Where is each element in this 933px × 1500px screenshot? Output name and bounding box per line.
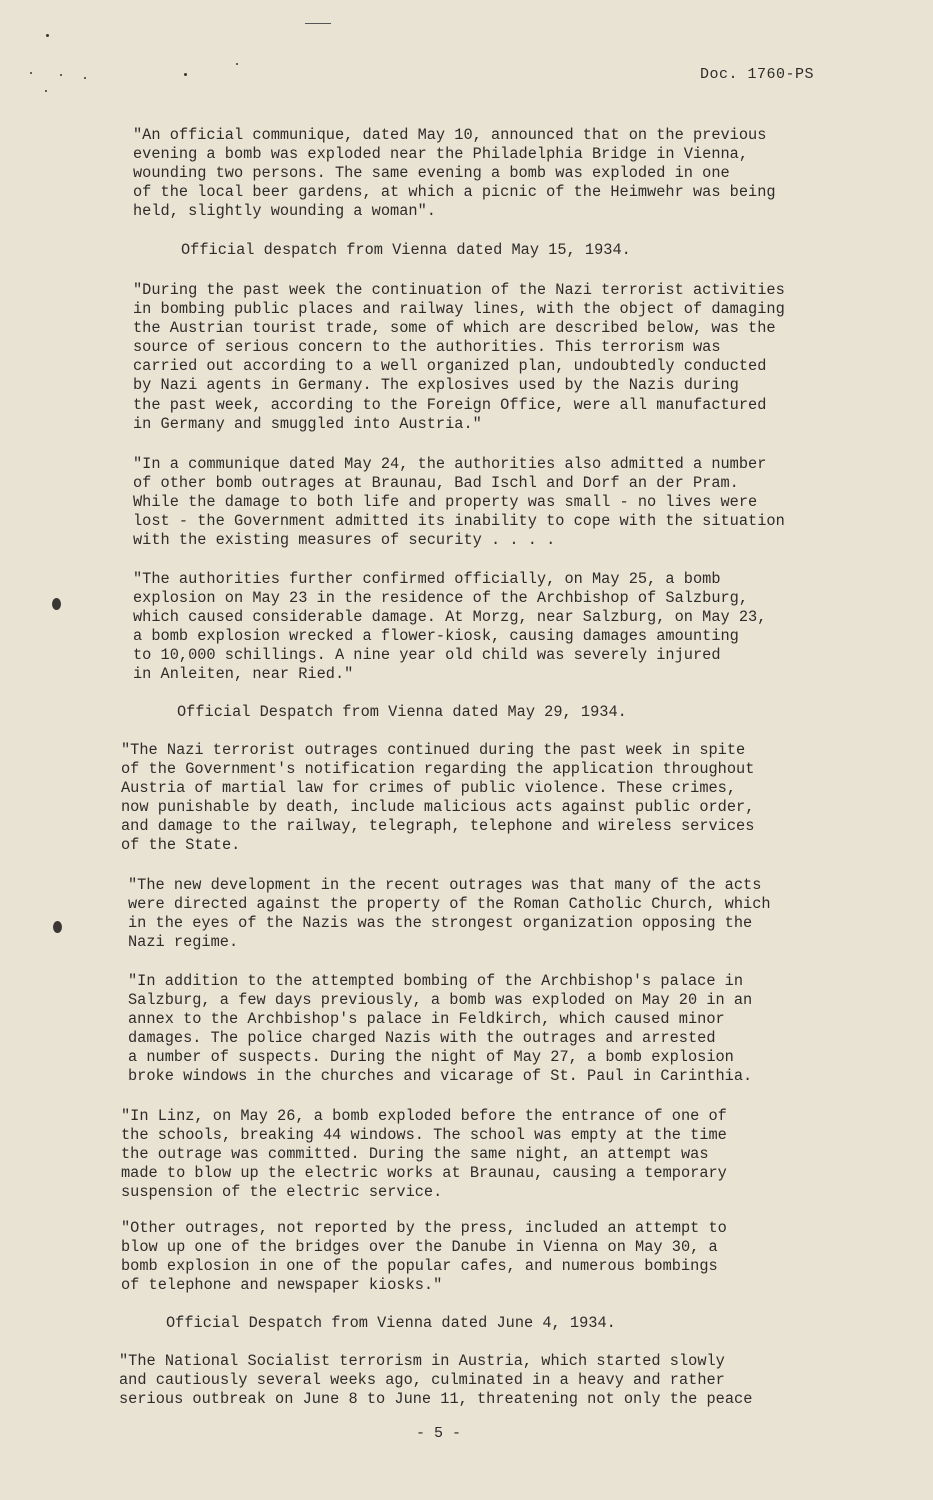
document-reference: Doc. 1760-PS — [700, 66, 815, 83]
stray-mark — [236, 63, 238, 65]
stray-mark — [60, 74, 62, 76]
stray-mark — [45, 90, 47, 92]
paragraph-nazi-terrorist-activities: "During the past week the continuation of the Nazi terrorist activities in bombing public places and railway lines, with the object of damaging the Austrian tourist trade, some of which are described below, was the source of serious concern to the authorities. This terrorism was carried out according to a well organized plan, undoubtedly conducted by Nazi agents in Germany. The explosives used by the Nazis during the past week, according to the Foreign Office, were all manufactured in Germany and smuggled into Austria." — [133, 281, 785, 433]
punch-hole-mark — [52, 598, 61, 610]
stray-mark — [46, 34, 49, 37]
stray-mark — [184, 73, 187, 76]
paragraph-martial-law: "The Nazi terrorist outrages continued during the past week in spite of the Government's notification regarding the application throughout Austria of martial law for crimes of public violence. These crimes, now punishable by death, include malicious acts against public order, and damage to the railway, telegraph, telephone and wireless services of the State. — [121, 741, 755, 855]
heading-despatch-may-15: Official despatch from Vienna dated May 15, 1934. — [181, 241, 631, 259]
stray-mark — [305, 23, 331, 24]
stray-mark — [84, 77, 86, 79]
paragraph-may-10-communique: "An official communique, dated May 10, announced that on the previous evening a bomb was exploded near the Philadelphia Bridge in Vienna, wounding two persons. The same evening a bomb was exploded in one of the local beer gardens, at which a picnic of the Heimwehr was being held, slightly wounding a woman". — [133, 126, 776, 221]
stray-mark — [30, 72, 32, 74]
heading-despatch-may-29: Official Despatch from Vienna dated May 29, 1934. — [177, 703, 627, 721]
paragraph-archbishop-palace: "In addition to the attempted bombing of the Archbishop's palace in Salzburg, a few days previously, a bomb was exploded on May 20 in an annex to the Archbishop's palace in Feldkirch, which caused minor damages. The police charged Nazis with the outrages and arrested a number of suspects. During the night of May 27, a bomb explosion broke windows in the churches and vicarage of St. Paul in Carinthia. — [128, 972, 753, 1086]
paragraph-linz-bomb: "In Linz, on May 26, a bomb exploded before the entrance of one of the schools, breaking 44 windows. The school was empty at the time the outrage was committed. During the same night, an attempt was made to blow up the electric works at Braunau, causing a temporary suspension of the electric service. — [121, 1107, 727, 1202]
paragraph-may-24-communique: "In a communique dated May 24, the authorities also admitted a number of other bomb outrages at Braunau, Bad Ischl and Dorf an der Pram. While the damage to both life and property was small - no lives were lost - the Government admitted its inability to cope with the situation with the existing measures of security . . . . — [133, 455, 785, 550]
paragraph-other-outrages: "Other outrages, not reported by the press, included an attempt to blow up one of the bridges over the Danube in Vienna on May 30, a bomb explosion in one of the popular cafes, and numerous bombings of telephone and newspaper kiosks." — [121, 1219, 727, 1295]
heading-despatch-june-4: Official Despatch from Vienna dated June 4, 1934. — [166, 1314, 616, 1332]
paragraph-national-socialist-terrorism: "The National Socialist terrorism in Austria, which started slowly and cautiously several weeks ago, culminated in a heavy and rather serious outbreak on June 8 to June 11, threatening not only the peace — [119, 1352, 753, 1409]
paragraph-salzburg-explosion: "The authorities further confirmed officially, on May 25, a bomb explosion on May 23 in the residence of the Archbishop of Salzburg, which caused considerable damage. At Morzg, near Salzburg, on May 23, a bomb explosion wrecked a flower-kiosk, causing damages amounting to 10,000 schillings. A nine year old child was severely injured in Anleiten, near Ried." — [133, 570, 767, 684]
paragraph-catholic-church: "The new development in the recent outrages was that many of the acts were directed against the property of the Roman Catholic Church, which in the eyes of the Nazis was the strongest organization opposing the Nazi regime. — [128, 876, 771, 952]
page-number: - 5 - — [416, 1425, 462, 1442]
punch-hole-mark — [53, 921, 62, 933]
